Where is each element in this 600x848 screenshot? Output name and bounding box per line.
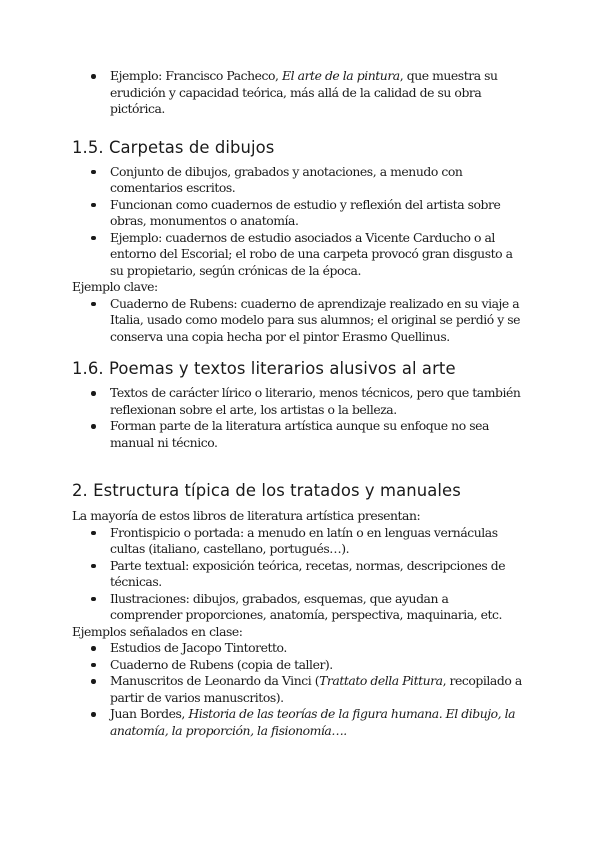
- bullet-icon: [91, 302, 96, 307]
- list-item: [72, 68, 522, 118]
- list-item: [72, 230, 522, 280]
- item-text: Funcionan como cuadernos de estudio y reflexión del artista sobre obras, monumentos o anatomía.: [110, 196, 501, 228]
- list-item: [72, 706, 522, 739]
- bullet-icon: [91, 170, 96, 175]
- list-item: [72, 525, 522, 558]
- book-title: Historia de las teorías de la figura humana. El dibujo, la anatomía, la proporción, la fisionomía….: [110, 706, 516, 738]
- item-text: Estudios de Jacopo Tintoretto.: [110, 640, 287, 655]
- section-1-5-list: [72, 164, 522, 280]
- list-item: [72, 197, 522, 230]
- item-text: Cuaderno de Rubens (copia de taller).: [110, 656, 333, 672]
- item-text: Ejemplo: cuadernos de estudio asociados a Vicente Carducho o al entorno del Escorial; el robo de una carpeta provocó gran disgusto a su propietario, según crónicas de la época.: [110, 229, 513, 278]
- bullet-icon: [91, 564, 96, 569]
- list-item: [72, 418, 522, 451]
- item-text: Textos de carácter lírico o literario, menos técnicos, pero que también reflexionan sobre el arte, los artistas o la belleza.: [110, 385, 521, 417]
- item-text: Parte textual: exposición teórica, recetas, normas, descripciones de técnicas.: [110, 557, 506, 589]
- item-text: Ilustraciones: dibujos, grabados, esquemas, que ayudan a comprender proporciones, anatomía, perspectiva, maquinaria, etc.: [110, 590, 503, 622]
- list-item: [72, 385, 522, 418]
- example-list: [72, 296, 522, 346]
- bullet-icon: [91, 74, 96, 79]
- section-heading-2: 2. Estructura típica de los tratados y manuales: [72, 481, 461, 500]
- examples-list: [72, 640, 522, 739]
- item-text: Frontispicio o portada: a menudo en latín o en lenguas vernáculas cultas (italiano, castellano, portugués…).: [110, 524, 498, 556]
- item-text: , recopilado a partir de varios manuscritos).: [110, 673, 522, 705]
- item-text: Juan Bordes,: [110, 706, 189, 721]
- bullet-icon: [91, 203, 96, 208]
- bullet-icon: [91, 646, 96, 651]
- bullet-icon: [91, 391, 96, 396]
- bullet-icon: [91, 424, 96, 429]
- top-list: [72, 68, 522, 118]
- list-item: [72, 558, 522, 591]
- list-item: [72, 164, 522, 197]
- item-text: , que muestra su erudición y capacidad teórica, más allá de la calidad de su obra pictórica.: [110, 68, 498, 116]
- item-text: Conjunto de dibujos, grabados y anotaciones, a menudo con comentarios escritos.: [110, 163, 463, 195]
- list-item: [72, 296, 522, 346]
- example-label: Ejemplo clave:: [72, 279, 158, 294]
- examples-label: Ejemplos señalados en clase:: [72, 623, 243, 639]
- section-heading-1-5: 1.5. Carpetas de dibujos: [72, 137, 275, 157]
- section-2-list: [72, 525, 522, 624]
- bullet-icon: [91, 712, 96, 717]
- bullet-icon: [91, 679, 96, 684]
- bullet-icon: [91, 531, 96, 536]
- bullet-icon: [91, 236, 96, 241]
- book-title: El arte de la pintura: [282, 68, 400, 83]
- list-item: [72, 591, 522, 624]
- list-item: [72, 673, 522, 706]
- section-1-6-list: [72, 385, 522, 451]
- item-text: Manuscritos de Leonardo da Vinci (: [110, 673, 320, 688]
- item-text: Cuaderno de Rubens: cuaderno de aprendizaje realizado en su viaje a Italia, usado como modelo para sus alumnos; el original se perdió y se conserva una copia hecha por el pintor Erasmo Quellinus.: [110, 295, 521, 344]
- section-heading-1-6: 1.6. Poemas y textos literarios alusivos al arte: [72, 359, 456, 378]
- book-title: Trattato della Pittura: [319, 673, 443, 688]
- item-text: Ejemplo: Francisco Pacheco,: [110, 68, 283, 83]
- list-item: [72, 657, 522, 674]
- section-intro: La mayoría de estos libros de literatura artística presentan:: [72, 508, 421, 523]
- item-text: Forman parte de la literatura artística aunque su enfoque no sea manual ni técnico.: [110, 418, 489, 450]
- list-item: [72, 640, 522, 657]
- bullet-icon: [91, 597, 96, 602]
- bullet-icon: [91, 663, 96, 668]
